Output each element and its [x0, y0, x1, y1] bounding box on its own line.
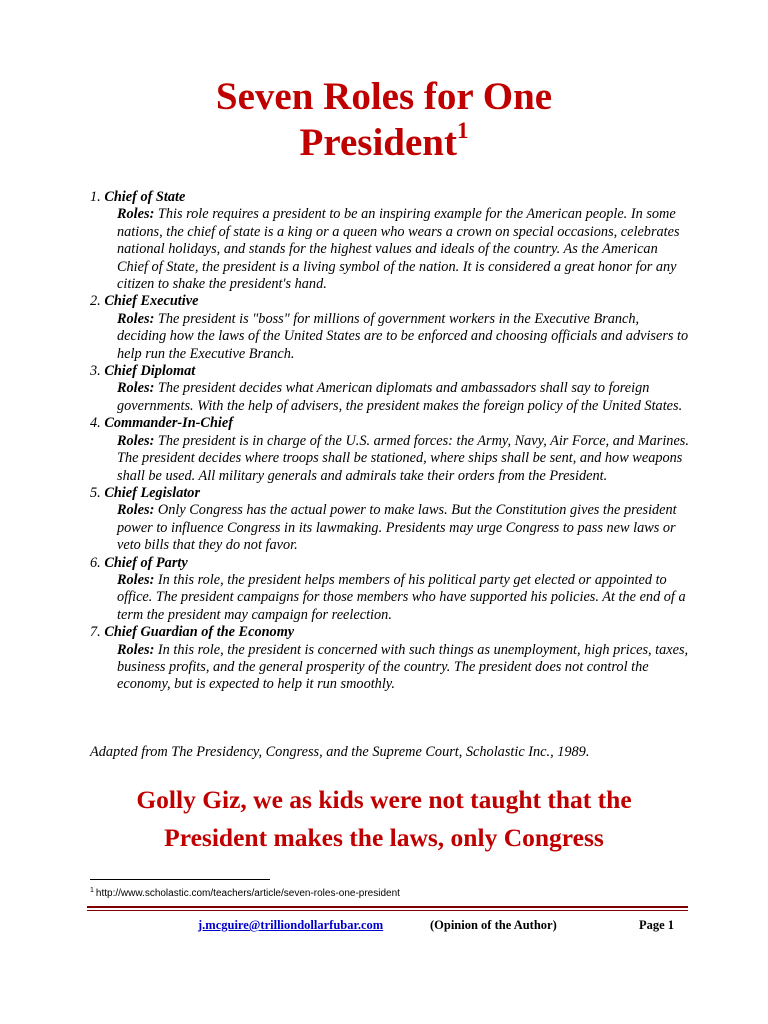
title-line-1: Seven Roles for One [215, 75, 553, 118]
list-item [90, 624, 690, 694]
title-footnote-mark: 1 [456, 118, 469, 143]
footnote-text: http://www.scholastic.com/teachers/article/seven-roles-one-president [95, 888, 400, 899]
roles-label: Roles: [117, 432, 155, 449]
list-item [90, 363, 690, 415]
footnote [90, 887, 690, 901]
role-text: This role requires a president to be an inspiring example for the American people. In some nations, the chief of state is a king or a queen who wears a crown on special occasions, celebrates national holidays, and stands for the highest values and ideals of the country. As the American Chief of State, the president is a living symbol of the nation. It is considered a great honor for any citizen to shake the president's hand. [117, 206, 680, 293]
role-name: Chief Executive [104, 293, 199, 310]
roles-label: Roles: [117, 310, 155, 327]
title-line-2 [0, 120, 768, 166]
footer-divider [87, 906, 688, 908]
roles-label: Roles: [117, 502, 155, 519]
footnote-divider [90, 879, 270, 880]
roles-label: Roles: [117, 380, 155, 397]
role-number: 1. [90, 189, 101, 205]
role-number: 7. [90, 624, 101, 641]
role-number: 6. [90, 554, 101, 571]
list-item [90, 293, 690, 363]
role-text: In this role, the president helps members of his political party get elected or appointed to office. The president campaigns for those members who have supported his policies. At the end of a term the president may campaign for reelection. [117, 571, 686, 623]
role-number: 3. [90, 363, 101, 380]
source-citation: Adapted from The Presidency, Congress, and the Supreme Court, Scholastic Inc., 1989. [90, 744, 590, 760]
list-item [90, 189, 690, 293]
footer-email-link[interactable]: j.mcguire@trilliondollarfubar.com [198, 918, 384, 932]
role-text: The president is in charge of the U.S. armed forces: the Army, Navy, Air Force, and Marines. The president decides where troops shall be stationed, where ships shall be sent, and how weapons shall be used. All military generals and admirals take their orders from the President. [117, 432, 689, 484]
role-name: Commander-In-Chief [104, 415, 233, 432]
roles-label: Roles: [117, 641, 155, 658]
roles-list [90, 189, 690, 694]
role-number: 5. [90, 484, 101, 501]
page-number: Page 1 [639, 918, 675, 932]
role-name: Chief of Party [104, 554, 188, 571]
headline [0, 781, 768, 857]
role-name: Chief of State [104, 189, 186, 205]
headline-line-2: President makes the laws, only Congress [164, 823, 604, 852]
footer-divider-thin [87, 910, 688, 911]
list-item [90, 415, 690, 485]
list-item [90, 485, 690, 555]
role-name: Chief Legislator [104, 484, 201, 501]
role-name: Chief Diplomat [104, 363, 196, 380]
role-text: The president decides what American diplomats and ambassadors shall say to foreign governments. With the help of advisers, the president makes the foreign policy of the United States. [117, 380, 683, 414]
footnote-mark: 1 [90, 887, 94, 894]
list-item [90, 555, 690, 625]
roles-label: Roles: [117, 206, 155, 223]
page-title [0, 74, 768, 166]
role-name: Chief Guardian of the Economy [104, 624, 295, 641]
headline-line-1: Golly Giz, we as kids were not taught that the [136, 785, 632, 814]
role-text: The president is "boss" for millions of government workers in the Executive Branch, deciding how the laws of the United States are to be enforced and choosing officials and advisers to help run the Executive Branch. [117, 310, 689, 362]
footer-note: (Opinion of the Author) [430, 918, 557, 932]
role-text: In this role, the president is concerned with such things as unemployment, high prices, taxes, business profits, and the general prosperity of the country. The president does not control the economy, but is expected to help it run smoothly. [117, 641, 689, 693]
role-number: 2. [90, 293, 101, 310]
roles-label: Roles: [117, 571, 155, 588]
role-number: 4. [90, 415, 101, 432]
role-text: Only Congress has the actual power to make laws. But the Constitution gives the president power to influence Congress in its lawmaking. Presidents may urge Congress to pass new laws or veto bills that they do not favor. [117, 502, 677, 554]
title-line-2-text: President [299, 121, 457, 164]
